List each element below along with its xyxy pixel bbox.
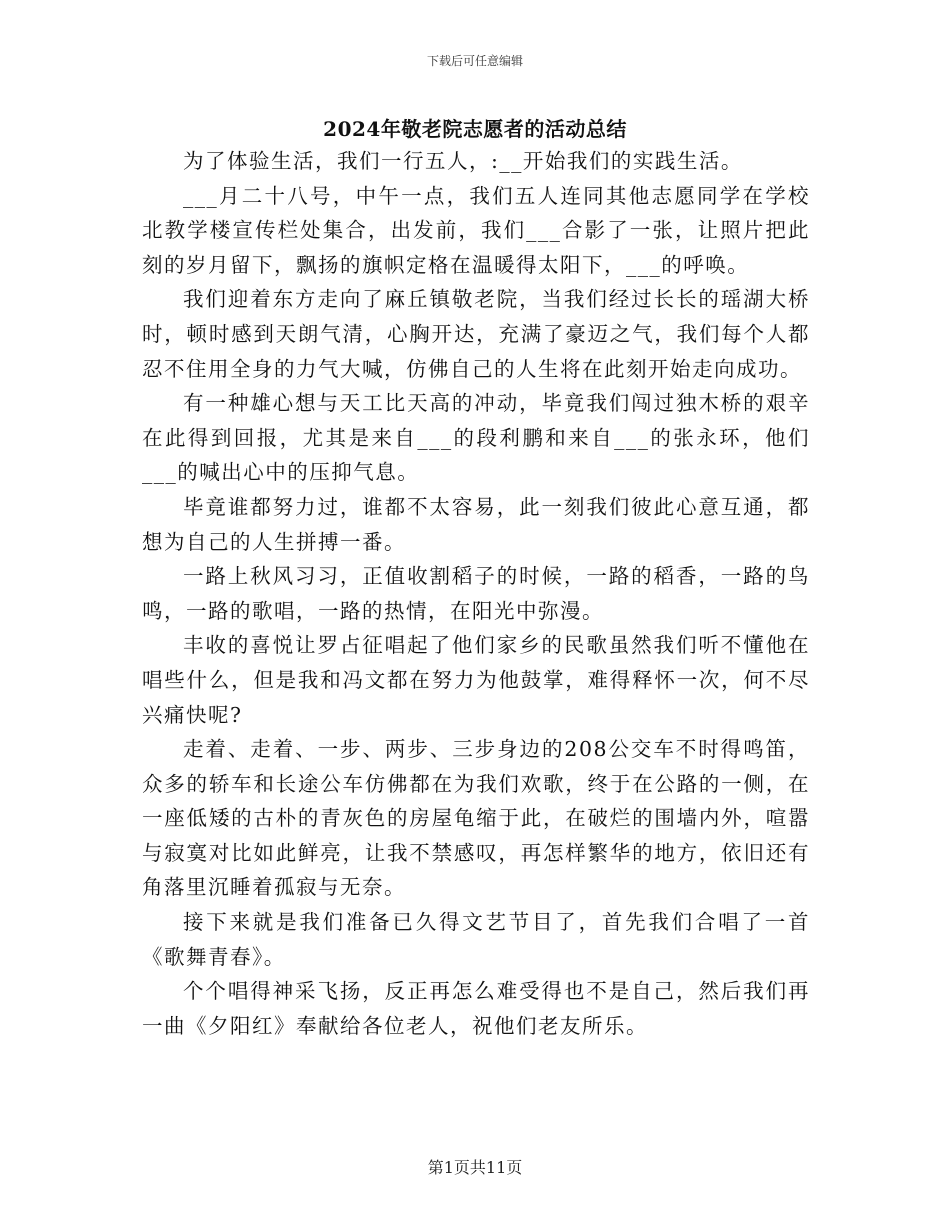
paragraph: 有一种雄心想与天工比天高的冲动，毕竟我们闯过独木桥的艰辛在此得到回报，尤其是来自___的段利鹏和来自___的张永环，他们___的喊出心中的压抑气息。 bbox=[142, 391, 810, 485]
header-note: 下载后可任意编辑 bbox=[426, 54, 523, 68]
paragraph: 为了体验生活，我们一行五人，:__开始我们的实践生活。 bbox=[183, 149, 743, 173]
paragraph: 走着、走着、一步、两步、三步身边的208公交车不时得鸣笛，众多的轿车和长途公车仿佛都在为我们欢歌，终于在公路的一侧，在一座低矮的古朴的青灰色的房屋龟缩于此，在破烂的围墙内外，喧嚣与寂寞对比如此鲜亮，让我不禁感叹，再怎样繁华的地方，依旧还有角落里沉睡着孤寂与无奈。 bbox=[142, 737, 810, 900]
page-footer: 第1页共11页 bbox=[427, 1158, 523, 1177]
document-title: 2024年敬老院志愿者的活动总结 bbox=[323, 117, 627, 141]
paragraph: 毕竟谁都努力过，谁都不太容易，此一刻我们彼此心意互通，都想为自己的人生拼搏一番。 bbox=[142, 494, 810, 554]
paragraph: ___月二十八号，中午一点，我们五人连同其他志愿同学在学校北教学楼宣传栏处集合，出发前，我们___合影了一张，让照片把此刻的岁月留下，飘扬的旗帜定格在温暖得太阳下，___的呼唤。 bbox=[142, 183, 810, 277]
paragraph: 丰收的喜悦让罗占征唱起了他们家乡的民歌虽然我们听不懂他在唱些什么，但是我和冯文都在努力为他鼓掌，难得释怀一次，何不尽兴痛快呢? bbox=[142, 633, 810, 727]
paragraph: 个个唱得神采飞扬，反正再怎么难受得也不是自己，然后我们再一曲《夕阳红》奉献给各位老人，祝他们老友所乐。 bbox=[142, 979, 810, 1038]
paragraph: 接下来就是我们准备已久得文艺节目了，首先我们合唱了一首《歌舞青春》。 bbox=[142, 910, 810, 969]
document-body bbox=[142, 144, 810, 1043]
paragraph: 我们迎着东方走向了麻丘镇敬老院，当我们经过长长的瑶湖大桥时，顿时感到天朗气清，心胸开达，充满了豪迈之气，我们每个人都忍不住用全身的力气大喊，仿佛自己的人生将在此刻开始走向成功。 bbox=[142, 287, 810, 381]
paragraph: 一路上秋风习习，正值收割稻子的时候，一路的稻香，一路的鸟鸣，一路的歌唱，一路的热情，在阳光中弥漫。 bbox=[142, 564, 810, 623]
